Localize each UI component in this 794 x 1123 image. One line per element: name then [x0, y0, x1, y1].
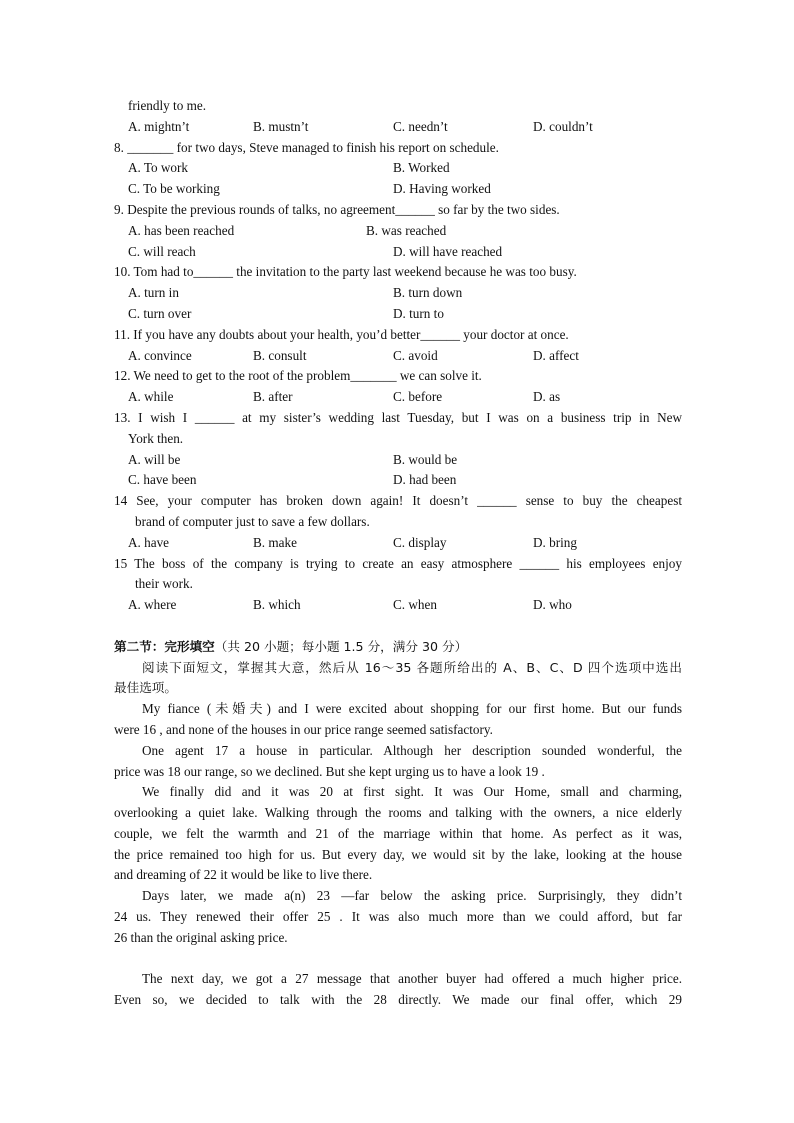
passage-p4-line1: Days later, we made a(n) 23 —far below the asking price. Surprisingly, they didn’t — [142, 888, 682, 904]
question-7-options — [114, 117, 682, 138]
question-9: 9. Despite the previous rounds of talks, no agreement______ so far by the two sides. — [114, 201, 560, 217]
question-13-options-row1 — [114, 450, 682, 471]
option-a: A. turn in — [128, 285, 179, 301]
option-d: D. couldn’t — [533, 118, 593, 134]
option-c: C. avoid — [393, 347, 438, 363]
question-14-options — [114, 533, 682, 554]
passage-p1-line1: My fiance (未婚夫) and I were excited about shopping for our first home. But our funds — [142, 701, 682, 717]
question-13-options-row2 — [114, 470, 682, 491]
option-d: D. who — [533, 597, 572, 613]
passage-p2-line1: One agent 17 a house in particular. Although her description sounded wonderful, the — [142, 742, 682, 758]
question-14-line2: brand of computer just to save a few dollars. — [135, 513, 370, 529]
option-a: A. will be — [128, 451, 181, 467]
section-info: （共 20 小题；每小题 1.5 分，满分 30 分） — [214, 638, 468, 654]
passage-p1-line2: were 16 , and none of the houses in our price range seemed satisfactory. — [114, 721, 493, 737]
question-11-options — [114, 346, 682, 367]
option-b: B. would be — [393, 451, 458, 467]
option-a: A. while — [128, 389, 174, 405]
question-9-options-row2 — [114, 242, 682, 263]
option-a: A. convince — [128, 347, 192, 363]
passage-p3-line5: and dreaming of 22 it would be like to live there. — [114, 867, 373, 883]
question-15-line2: their work. — [135, 576, 193, 592]
question-15-options — [114, 595, 682, 616]
option-c: C. needn’t — [393, 118, 448, 134]
option-c: C. display — [393, 534, 447, 550]
passage-p4-line2: 24 us. They renewed their offer 25 . It was also much more than we could afford, but far — [114, 909, 682, 925]
option-b: B. was reached — [366, 222, 447, 238]
option-c: C. To be working — [128, 181, 220, 197]
option-b: B. which — [253, 597, 301, 613]
instruction-line2: 最佳选项。 — [114, 680, 177, 696]
option-a: A. mightn’t — [128, 118, 190, 134]
question-13-line1: 13. I wish I ______ at my sister’s wedding last Tuesday, but I was on a business trip in New — [114, 409, 682, 425]
passage-p3-line4: the price remained too high for us. But every day, we would sit by the lake, looking at the house — [114, 846, 682, 862]
option-b: B. turn down — [393, 285, 463, 301]
option-a: A. has been reached — [128, 222, 235, 238]
question-9-options-row1 — [114, 221, 682, 242]
passage-p2-line2: price was 18 our range, so we declined. But she kept urging us to have a look 19 . — [114, 763, 545, 779]
passage-p5-line1: The next day, we got a 27 message that another buyer had offered a much higher price. — [142, 971, 682, 987]
option-b: B. Worked — [393, 160, 450, 176]
question-7-tail: friendly to me. — [128, 98, 207, 113]
question-8-options-row1 — [114, 158, 682, 179]
section-heading — [114, 637, 682, 658]
option-a: A. To work — [128, 160, 189, 176]
passage-p3-line2: overlooking a quiet lake. Walking through the rooms and talking with the owners, a nice elderly — [114, 805, 682, 821]
question-10-options-row2 — [114, 304, 682, 325]
option-d: D. will have reached — [393, 243, 503, 259]
option-c: C. have been — [128, 472, 197, 488]
option-b: B. after — [253, 389, 293, 405]
question-11: 11. If you have any doubts about your health, you’d better______ your doctor at once. — [114, 326, 569, 342]
passage-p3-line3: couple, we felt the warmth and 21 of the marriage within that home. As perfect as it was, — [114, 825, 682, 841]
question-8: 8. _______ for two days, Steve managed to finish his report on schedule. — [114, 139, 499, 155]
option-b: B. make — [253, 534, 297, 550]
option-a: A. where — [128, 597, 177, 613]
passage-p4-line3: 26 than the original asking price. — [114, 929, 288, 945]
option-d: D. turn to — [393, 305, 444, 321]
option-d: D. as — [533, 389, 561, 405]
option-d: D. had been — [393, 472, 457, 488]
option-d: D. bring — [533, 534, 577, 550]
question-12: 12. We need to get to the root of the problem_______ we can solve it. — [114, 368, 482, 384]
option-b: B. consult — [253, 347, 307, 363]
question-10: 10. Tom had to______ the invitation to the party last weekend because he was too busy. — [114, 264, 577, 280]
question-15-line1: 15 The boss of the company is trying to create an easy atmosphere ______ his employees enjoy — [114, 555, 682, 571]
exam-page — [114, 96, 682, 1011]
passage-p5-line2: Even so, we decided to talk with the 28 directly. We made our final offer, which 29 — [114, 992, 682, 1008]
spacer — [114, 949, 682, 970]
option-c: C. turn over — [128, 305, 192, 321]
section-title: 第二节：完形填空 — [114, 638, 215, 654]
option-a: A. have — [128, 534, 170, 550]
spacer — [114, 616, 682, 637]
question-8-options-row2 — [114, 179, 682, 200]
option-c: C. when — [393, 597, 437, 613]
question-13-line2: York then. — [128, 430, 184, 446]
passage-p3-line1: We finally did and it was 20 at first sight. It was Our Home, small and charming, — [142, 784, 682, 800]
option-b: B. mustn’t — [253, 118, 309, 134]
question-12-options — [114, 387, 682, 408]
option-d: D. Having worked — [393, 181, 491, 197]
instruction-line1: 阅读下面短文，掌握其大意，然后从 16～35 各题所给出的 A、B、C、D 四个选项中选出 — [142, 659, 682, 675]
question-10-options-row1 — [114, 283, 682, 304]
option-c: C. before — [393, 389, 443, 405]
option-d: D. affect — [533, 347, 579, 363]
question-14-line1: 14 See, your computer has broken down again! It doesn’t ______ sense to buy the cheapest — [114, 493, 682, 509]
option-c: C. will reach — [128, 243, 196, 259]
